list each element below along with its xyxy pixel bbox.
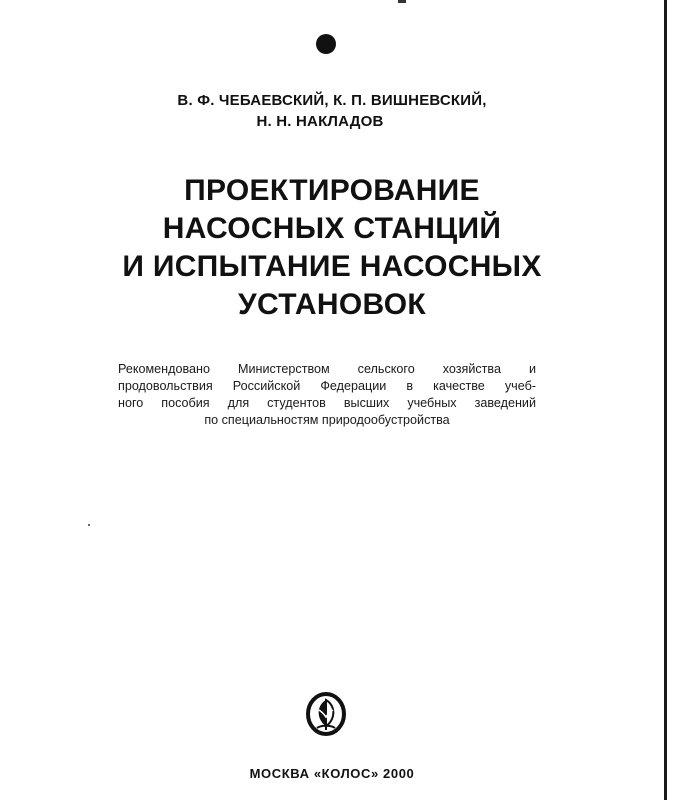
publisher-logo-icon — [305, 692, 347, 736]
bullet-mark-icon — [316, 34, 336, 54]
title-line-1: ПРОЕКТИРОВАНИЕ — [184, 174, 480, 207]
book-title — [0, 172, 664, 324]
recommendation-text — [118, 361, 536, 429]
scan-speck — [88, 524, 90, 526]
authors-block — [0, 90, 664, 132]
publisher-imprint: МОСКВА «КОЛОС» 2000 — [249, 766, 415, 781]
title-line-2: НАСОСНЫХ СТАНЦИЙ — [162, 212, 502, 245]
recommendation-line-3: ного пособия для студентов высших учебных заведений — [118, 396, 536, 410]
title-line-3: И ИСПЫТАНИЕ НАСОСНЫХ — [122, 250, 542, 283]
authors-line-2: Н. Н. НАКЛАДОВ — [256, 113, 384, 130]
recommendation-line-4: по специальностям природообустройства — [204, 413, 450, 427]
page-right-border — [664, 0, 667, 800]
top-edge-mark — [398, 0, 406, 3]
title-line-4: УСТАНОВОК — [238, 288, 426, 321]
recommendation-line-1: Рекомендовано Министерством сельского хозяйства и — [118, 362, 536, 376]
recommendation-line-2: продовольствия Российской Федерации в качестве учеб- — [118, 379, 536, 393]
authors-line-1: В. Ф. ЧЕБАЕВСКИЙ, К. П. ВИШНЕВСКИЙ, — [177, 92, 487, 109]
